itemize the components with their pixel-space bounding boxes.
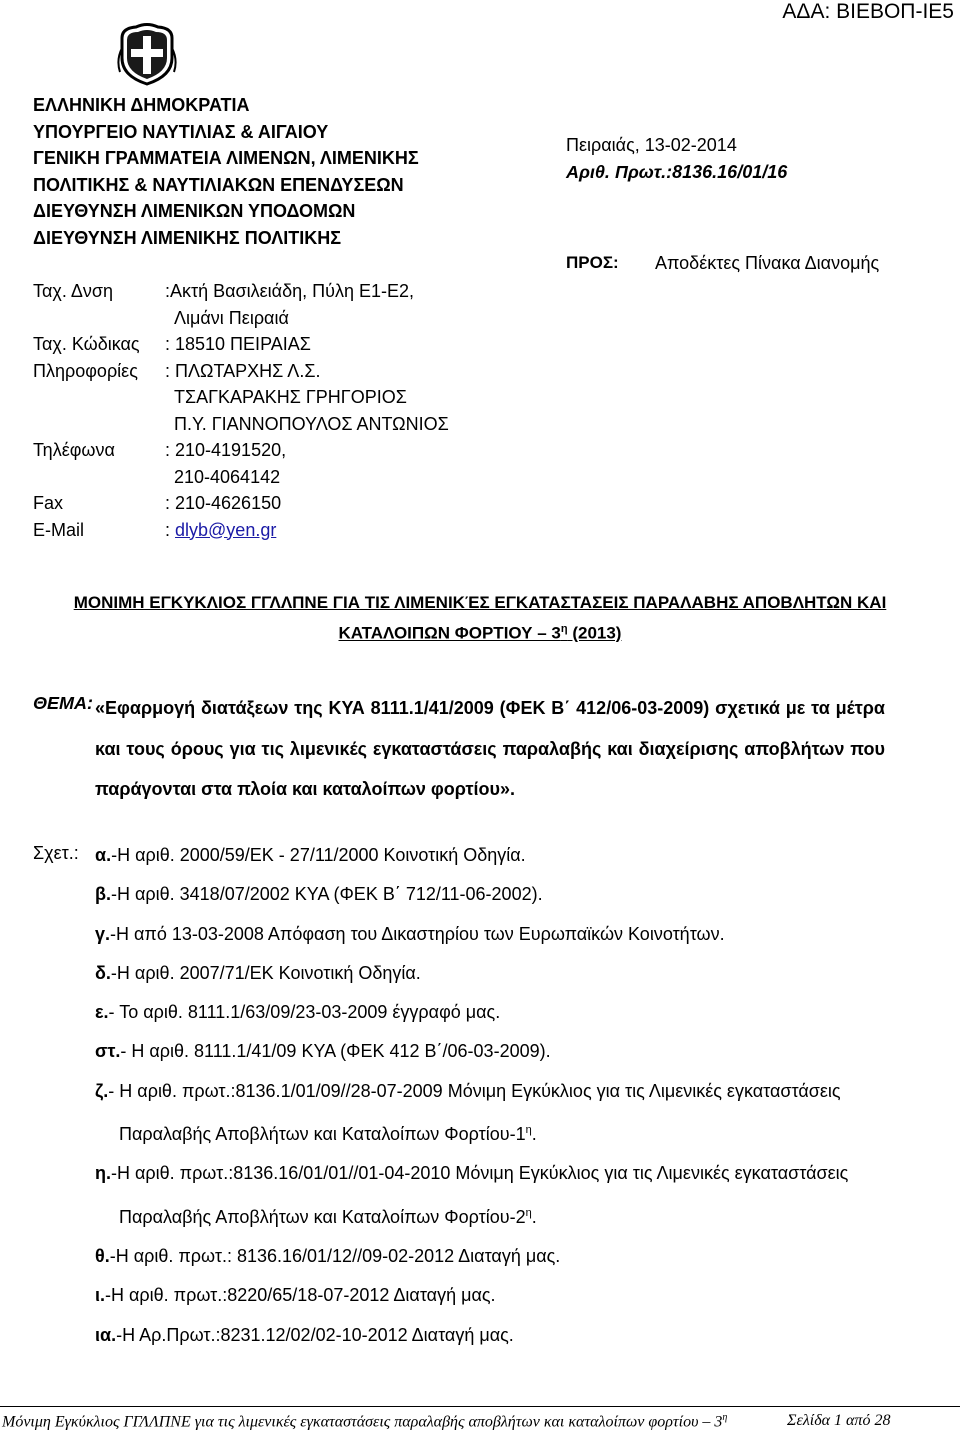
- reference-item: η.-Η αριθ. πρωτ.:8136.16/01/01//01-04-2010 Μόνιμη Εγκύκλιος για τις Λιμενικές εγκαταστάσεις: [95, 1163, 849, 1184]
- org-line: ΔΙΕΥΘΥΝΣΗ ΛΙΜΕΝΙΚΗΣ ΠΟΛΙΤΙΚΗΣ: [33, 227, 342, 248]
- postcode-label: Ταχ. Κώδικας: [33, 334, 140, 354]
- phone-value: : 210-4191520,: [165, 440, 287, 460]
- subject-label: ΘΕΜΑ:: [33, 693, 93, 713]
- circular-title-year: (2013): [567, 623, 622, 643]
- recipients-value: Αποδέκτες Πίνακα Διανομής: [655, 253, 880, 273]
- reference-item: δ.-Η αριθ. 2007/71/ΕΚ Κοινοτική Οδηγία.: [95, 962, 421, 983]
- reference-item-continued: Παραλαβής Αποβλήτων και Καταλοίπων Φορτίου-$2^\eta$.: [119, 1206, 537, 1227]
- org-line: ΓΕΝΙΚΗ ΓΡΑΜΜΑΤΕΙΑ ΛΙΜΕΝΩΝ, ΛΙΜΕΝΙΚΗΣ: [33, 148, 419, 168]
- org-line: ΕΛΛΗΝΙΚΗ ΔΗΜΟΚΡΑΤΙΑ: [33, 95, 250, 115]
- reference-item: ια.-Η Αρ.Πρωτ.:8231.12/02/02-10-2012 Διαταγή μας.: [95, 1324, 514, 1345]
- reference-item: ι.-Η αριθ. πρωτ.:8220/65/18-07-2012 Διαταγή μας.: [95, 1285, 496, 1306]
- phone-label: Τηλέφωνα: [33, 440, 115, 460]
- reference-item: στ.- Η αριθ. 8111.1/41/09 ΚΥΑ (ΦΕΚ 412 Β΄/06-03-2009).: [95, 1041, 551, 1062]
- footer-document-title: Μόνιμη Εγκύκλιος ΓΓΛΛΠΝΕ για τις λιμενικές εγκαταστάσεις παραλαβής αποβλήτων και καταλοίπων φορτίου – $3^\eta$: [2, 1412, 728, 1431]
- subject-text: «Εφαρμογή διατάξεων της ΚΥΑ 8111.1/41/2009 (ΦΕΚ Β΄ 412/06-03-2009) σχετικά με τα μέτρα και τους όρους για τις λιμενικές εγκαταστάσεις παραλαβής και διαχείρισης αποβλήτων που παράγονται στα πλοία και καταλοίπων φορτίου».: [95, 698, 885, 799]
- protocol-number: Αριθ. Πρωτ.:8136.16/01/16: [566, 162, 788, 182]
- fax-label: Fax: [33, 493, 64, 513]
- circular-title: [30, 590, 930, 647]
- email-value-wrap: [165, 517, 276, 544]
- references-label: Σχετ.:: [33, 843, 79, 863]
- recipients-label: ΠΡΟΣ:: [566, 253, 619, 272]
- phone-continued: 210-4064142: [174, 466, 281, 487]
- fax-value: : 210-4626150: [165, 493, 282, 513]
- document-date: Πειραιάς, 13-02-2014: [566, 135, 737, 155]
- reference-item: γ.-Η από 13-03-2008 Απόφαση του Δικαστηρίου των Ευρωπαϊκών Κοινοτήτων.: [95, 923, 725, 944]
- reference-item: β.-Η αριθ. 3418/07/2002 ΚΥΑ (ΦΕΚ Β΄ 712/11-06-2002).: [95, 884, 543, 905]
- info-value: : ΠΛΩΤΑΡΧΗΣ Λ.Σ.: [165, 360, 321, 381]
- address-label: Ταχ. Δνση: [33, 281, 114, 301]
- footer-page-number: Σελίδα 1 από 28: [787, 1412, 891, 1429]
- email-label: E-Mail: [33, 519, 85, 540]
- org-line: ΠΟΛΙΤΙΚΗΣ & ΝΑΥΤΙΛΙΑΚΩΝ ΕΠΕΝΔΥΣΕΩΝ: [33, 174, 404, 195]
- address-continued: Λιμάνι Πειραιά: [174, 307, 289, 328]
- date-block: [566, 132, 787, 186]
- footer-divider: [0, 1406, 960, 1407]
- address-value: :Ακτή Βασιλειάδη, Πύλη Ε1-Ε2,: [165, 281, 414, 301]
- organization-header: [33, 92, 419, 251]
- ada-code: ΑΔΑ: ΒΙΕΒΟΠ-ΙΕ5: [782, 0, 954, 23]
- postcode-value: : 18510 ΠΕΙΡΑΙΑΣ: [165, 334, 311, 354]
- reference-item: α.-Η αριθ. 2000/59/ΕΚ - 27/11/2000 Κοινοτική Οδηγία.: [95, 845, 526, 865]
- org-line: ΥΠΟΥΡΓΕΙΟ ΝΑΥΤΙΛΙΑΣ & ΑΙΓΑΙΟΥ: [33, 121, 329, 142]
- info-continued: ΤΣΑΓΚΑΡΑΚΗΣ ΓΡΗΓΟΡΙΟΣ: [174, 387, 407, 407]
- reference-item: ζ.- Η αριθ. πρωτ.:8136.1/01/09//28-07-2009 Μόνιμη Εγκύκλιος για τις Λιμενικές εγκαταστάσεις: [95, 1080, 841, 1101]
- circular-title-sup: η: [560, 623, 568, 635]
- info-label: Πληροφορίες: [33, 360, 138, 381]
- org-line: ΔΙΕΥΘΥΝΣΗ ΛΙΜΕΝΙΚΩΝ ΥΠΟΔΟΜΩΝ: [33, 201, 356, 221]
- email-prefix: :: [165, 519, 176, 540]
- circular-title-line1: ΜΟΝΙΜΗ ΕΓΚΥΚΛΙΟΣ ΓΓΛΛΠΝΕ ΓΙΑ ΤΙΣ ΛΙΜΕΝΙΚΈΣ ΕΓΚΑΤΑΣΤΑΣΕΙΣ ΠΑΡΑΛΑΒΗΣ ΑΠΟΒΛΗΤΩΝ ΚΑΙ: [73, 593, 887, 612]
- info-continued: Π.Υ. ΓΙΑΝΝΟΠΟΥΛΟΣ ΑΝΤΩΝΙΟΣ: [174, 413, 449, 434]
- email-link[interactable]: dlyb@yen.gr: [175, 519, 277, 540]
- greek-coat-of-arms-icon: [116, 22, 178, 88]
- reference-item: θ.-Η αριθ. πρωτ.: 8136.16/01/12//09-02-2012 Διαταγή μας.: [95, 1245, 561, 1266]
- circular-title-line2: [30, 616, 930, 647]
- circular-title-main: ΚΑΤΑΛΟΙΠΩΝ ΦΟΡΤΙΟΥ – 3: [338, 623, 561, 643]
- reference-item: ε.- Το αριθ. 8111.1/63/09/23-03-2009 έγγραφό μας.: [95, 1002, 501, 1023]
- reference-item-continued: Παραλαβής Αποβλήτων και Καταλοίπων Φορτίου-$1^\eta$.: [119, 1124, 537, 1145]
- references-list: [95, 836, 957, 1355]
